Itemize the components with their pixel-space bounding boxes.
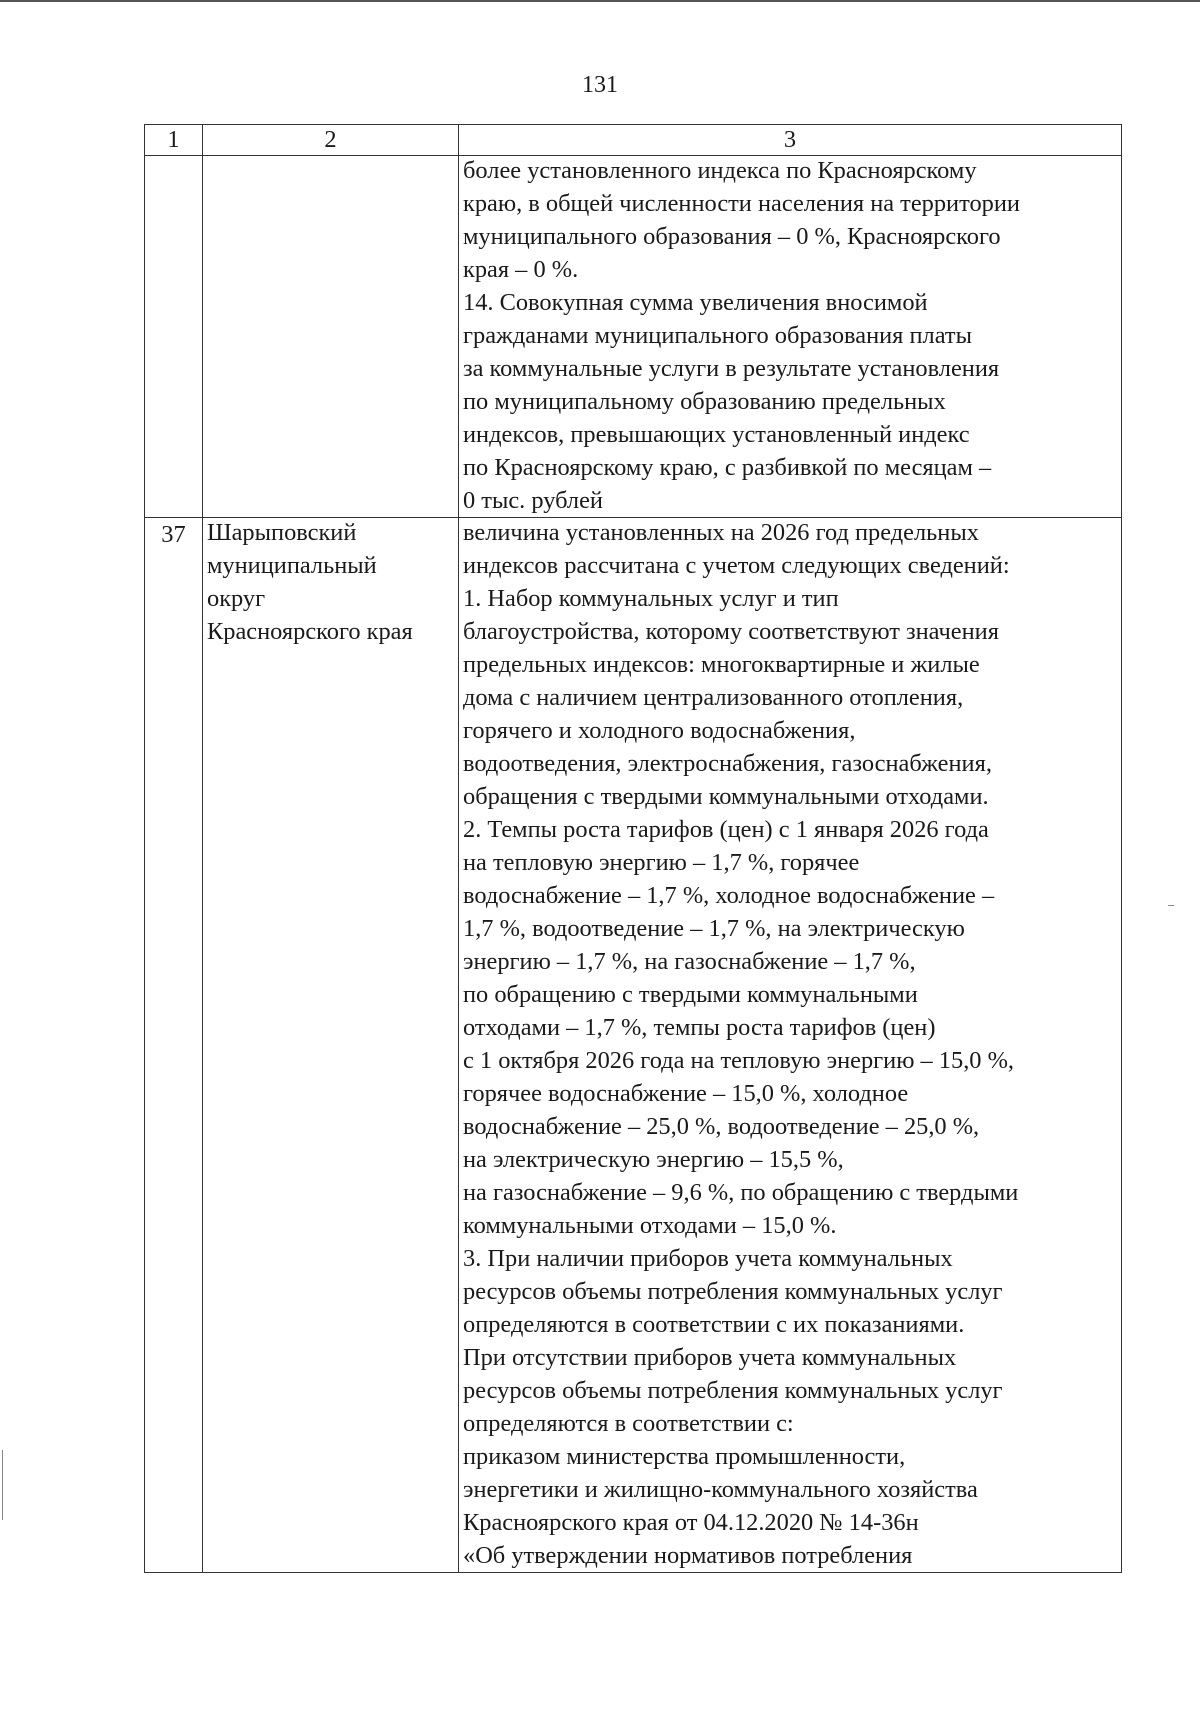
description-line: за коммунальные услуги в результате установления — [463, 355, 1000, 382]
description-line: обращения с твердыми коммунальными отходами. — [463, 783, 989, 810]
margin-mark — [1168, 905, 1174, 906]
table-row — [145, 156, 1122, 518]
description-line: ресурсов объемы потребления коммунальных услуг — [463, 1377, 1003, 1404]
description-line: горячее водоснабжение – 15,0 %, холодное — [463, 1080, 909, 1107]
description-line: края – 0 %. — [463, 256, 579, 283]
entity-line: муниципальный — [207, 552, 377, 579]
description-line: 1. Набор коммунальных услуг и тип — [463, 585, 839, 612]
margin-mark — [2, 1450, 3, 1520]
description-line: определяются в соответствии с: — [463, 1410, 794, 1437]
description-line: 14. Совокупная сумма увеличения вносимой — [463, 289, 928, 316]
description-line: приказом министерства промышленности, — [463, 1443, 906, 1470]
description-line: водоснабжение – 1,7 %, холодное водоснабжение – — [463, 882, 995, 909]
description-line: краю, в общей численности населения на территории — [463, 190, 1020, 217]
table-header-row — [145, 125, 1122, 156]
description-line: горячего и холодного водоснабжения, — [463, 717, 856, 744]
description-line: более установленного индекса по Красноярскому — [463, 157, 977, 184]
entity-line: Красноярского края — [207, 618, 413, 645]
description-line: коммунальными отходами – 15,0 %. — [463, 1212, 837, 1239]
page-number: 131 — [582, 72, 618, 98]
description-line: определяются в соответствии с их показаниями. — [463, 1311, 965, 1338]
description-line: энергию – 1,7 %, на газоснабжение – 1,7 %, — [463, 948, 916, 975]
description-line: 3. При наличии приборов учета коммунальных — [463, 1245, 953, 1272]
description-cell — [459, 518, 1122, 1573]
document-table — [144, 124, 1122, 1573]
header-col-3: 3 — [459, 125, 1122, 156]
description-line: 2. Темпы роста тарифов (цен) с 1 января 2026 года — [463, 816, 989, 843]
entity-cell — [203, 156, 459, 518]
description-line: гражданами муниципального образования платы — [463, 322, 972, 349]
row-number-cell — [145, 156, 203, 518]
description-line: 1,7 %, водоотведение – 1,7 %, на электрическую — [463, 915, 965, 942]
description-line: водоотведения, электроснабжения, газоснабжения, — [463, 750, 992, 777]
description-line: При отсутствии приборов учета коммунальных — [463, 1344, 957, 1371]
description-line: на электрическую энергию – 15,5 %, — [463, 1146, 844, 1173]
entity-line: Шарыповский — [207, 519, 357, 546]
table-body — [145, 156, 1122, 1573]
header-col-2: 2 — [203, 125, 459, 156]
entity-cell — [203, 518, 459, 1573]
description-line: по муниципальному образованию предельных — [463, 388, 946, 415]
description-line: на газоснабжение – 9,6 %, по обращению с твердыми — [463, 1179, 1019, 1206]
description-line: отходами – 1,7 %, темпы роста тарифов (цен) — [463, 1014, 936, 1041]
description-line: водоснабжение – 25,0 %, водоотведение – 25,0 %, — [463, 1113, 980, 1140]
description-line: с 1 октября 2026 года на тепловую энергию – 15,0 %, — [463, 1047, 1015, 1074]
description-line: благоустройства, которому соответствуют значения — [463, 618, 999, 645]
description-line: на тепловую энергию – 1,7 %, горячее — [463, 849, 860, 876]
description-line: индексов рассчитана с учетом следующих сведений: — [463, 552, 1010, 579]
description-line: по обращению с твердыми коммунальными — [463, 981, 918, 1008]
header-col-1: 1 — [145, 125, 203, 156]
table-row — [145, 518, 1122, 1573]
description-line: индексов, превышающих установленный индекс — [463, 421, 970, 448]
description-line: дома с наличием централизованного отопления, — [463, 684, 964, 711]
page-top-border — [0, 0, 1200, 2]
description-cell — [459, 156, 1122, 518]
description-line: по Красноярскому краю, с разбивкой по месяцам – — [463, 454, 992, 481]
description-line: «Об утверждении нормативов потребления — [463, 1542, 913, 1569]
entity-line: округ — [207, 585, 266, 612]
description-line: предельных индексов: многоквартирные и жилые — [463, 651, 980, 678]
description-line: ресурсов объемы потребления коммунальных услуг — [463, 1278, 1003, 1305]
description-line: муниципального образования – 0 %, Красноярского — [463, 223, 1001, 250]
description-line: энергетики и жилищно-коммунального хозяйства — [463, 1476, 978, 1503]
row-number-cell: 37 — [145, 518, 203, 1573]
description-line: 0 тыс. рублей — [463, 487, 603, 514]
description-line: Красноярского края от 04.12.2020 № 14-36н — [463, 1509, 919, 1536]
description-line: величина установленных на 2026 год предельных — [463, 519, 979, 546]
